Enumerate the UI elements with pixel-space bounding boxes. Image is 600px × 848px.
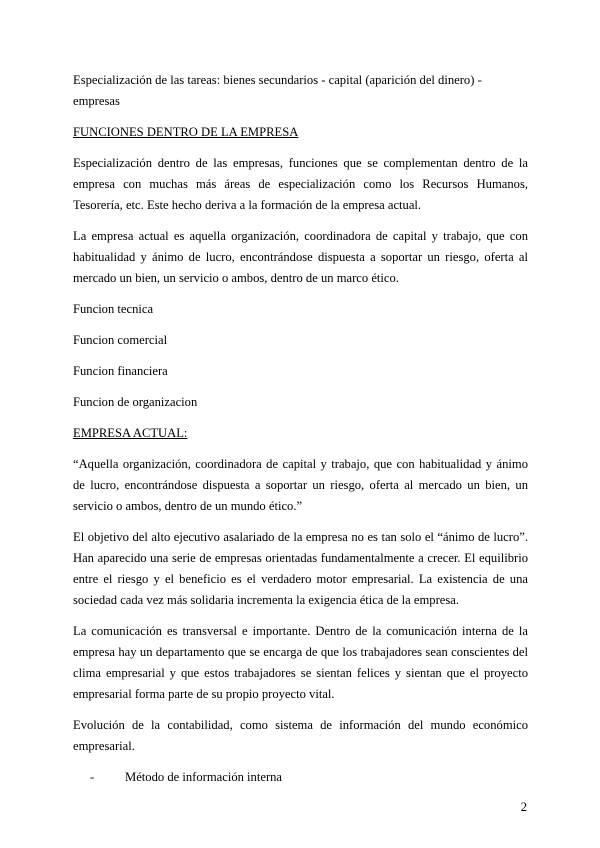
section-heading-funciones: FUNCIONES DENTRO DE LA EMPRESA: [73, 125, 299, 139]
paragraph-comunicacion: La comunicación es transversal e importante. Dentro de la comunicación interna de la empresa hay un departamento que se encarga de que los trabajadores sean conscientes del clima empresarial y que estos trabajadores se sientan felices y sientan que el proyecto empresarial forma parte de su propio proyecto vital.: [73, 624, 528, 701]
paragraph-contabilidad: Evolución de la contabilidad, como sistema de información del mundo económico empresarial.: [73, 718, 528, 753]
list-dash-marker: -: [90, 770, 95, 784]
list-item-text: Método de información interna: [125, 770, 283, 784]
paragraph-especializacion: Especialización dentro de las empresas, funciones que se complementan dentro de la empresa con muchas más áreas de especialización como los Recursos Humanos, Tesorería, etc. Este hecho deriva a la formación de la empresa actual.: [73, 156, 528, 212]
page-number: 2: [520, 800, 527, 814]
quote-definicion: “Aquella organización, coordinadora de capital y trabajo, que con habitualidad y ánimo de lucro, encontrándose dispuesta a soportar un riesgo, oferta al mercado un bien, un servicio o ambos, dentro de un mundo ético.”: [73, 457, 528, 513]
paragraph-objetivo-ejecutivo: El objetivo del alto ejecutivo asalariado de la empresa no es tan solo el “ánimo de lucro”. Han aparecido una serie de empresas orientadas fundamentalmente a crecer. El equilibrio entre el riesgo y el beneficio es el verdadero motor empresarial. La existencia de una sociedad cada vez más solidaria incrementa la exigencia ética de la empresa.: [73, 530, 528, 607]
function-item-comercial: Funcion comercial: [73, 333, 168, 347]
paragraph-empresa-actual-definicion: La empresa actual es aquella organización, coordinadora de capital y trabajo, que con habitualidad y ánimo de lucro, encontrándose dispuesta a soportar un riesgo, oferta al mercado un bien, un servicio o ambos, dentro de un marco ético.: [73, 229, 528, 285]
page-content: [73, 70, 528, 788]
list-item: [90, 767, 528, 788]
function-item-financiera: Funcion financiera: [73, 364, 168, 378]
function-item-organizacion: Funcion de organizacion: [73, 395, 198, 409]
function-item-tecnica: Funcion tecnica: [73, 302, 154, 316]
intro-line: Especialización de las tareas: bienes secundarios - capital (aparición del dinero) - empresas: [73, 73, 482, 108]
section-heading-empresa-actual: EMPRESA ACTUAL:: [73, 426, 188, 440]
bullet-list: [73, 767, 528, 788]
